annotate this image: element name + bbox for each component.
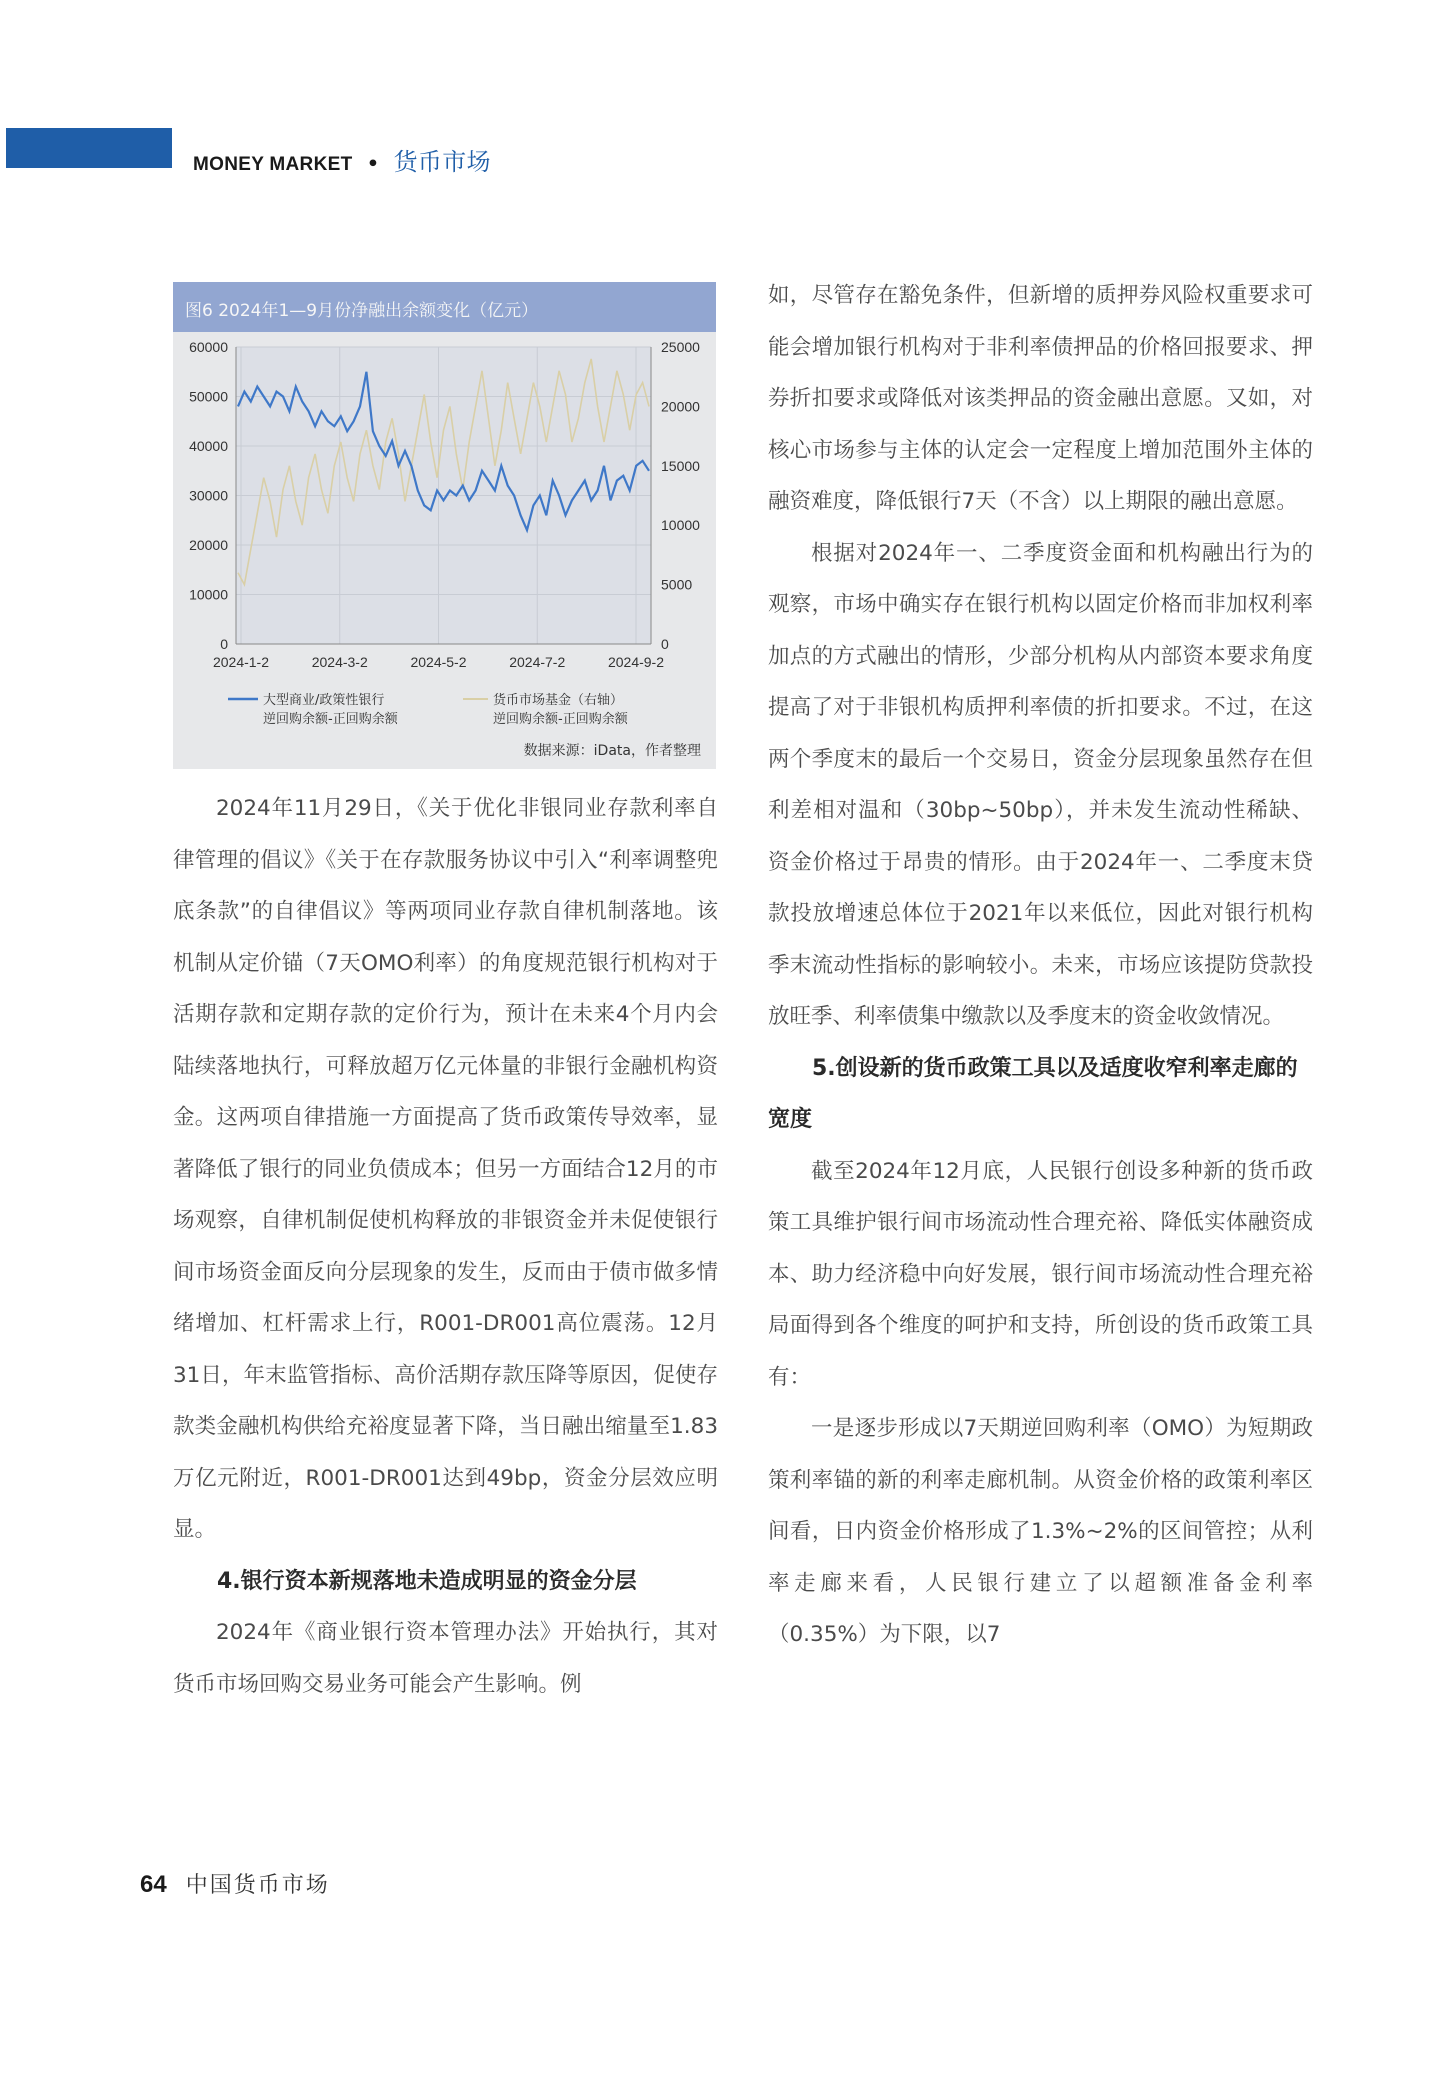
y-left-tick-label: 60000 — [189, 339, 228, 355]
x-tick-label: 2024-7-2 — [509, 654, 566, 670]
journal-name: 中国货币市场 — [185, 1873, 330, 1898]
paragraph: 一是逐步形成以7天期逆回购利率（OMO）为短期政策利率锚的新的利率走廊机制。从资金价格的政策利率区间看，日内资金价格形成了1.3%~2%的区间管控；从利率走廊来看，人民银行建立了以超额准备金利率（0.35%）为下限，以7 — [768, 1416, 1313, 1647]
paragraph: 如，尽管存在豁免条件，但新增的质押券风险权重要求可能会增加银行机构对于非利率债押品的价格回报要求、押券折扣要求或降低对该类押品的资金融出意愿。又如，对核心市场参与主体的认定会一定程度上增加范围外主体的融资难度，降低银行7天（不含）以上期限的融出意愿。 — [768, 283, 1313, 514]
y-left-tick-label: 0 — [220, 636, 228, 652]
page-number: 64 — [140, 1871, 167, 1898]
x-tick-label: 2024-3-2 — [311, 654, 368, 670]
y-right-tick-label: 25000 — [661, 339, 700, 355]
y-left-tick-label: 50000 — [189, 388, 228, 405]
y-left-tick-label: 20000 — [189, 537, 228, 553]
paragraph: 2024年《商业银行资本管理办法》开始执行，其对货币市场回购交易业务可能会产生影响。例 — [173, 1620, 718, 1697]
paragraph: 截至2024年12月底，人民银行创设多种新的货币政策工具维护银行间市场流动性合理充裕、降低实体融资成本、助力经济稳中向好发展，银行间市场流动性合理充裕局面得到各个维度的呵护和支持，所创设的货币政策工具有： — [768, 1158, 1313, 1390]
x-tick-label: 2024-9-2 — [607, 654, 665, 670]
figure-6 — [173, 282, 716, 769]
y-right-tick-label: 10000 — [661, 517, 700, 534]
y-left-tick-label: 10000 — [189, 586, 228, 603]
section-name-zh: 货币市场 — [393, 148, 491, 176]
y-left-tick-label: 40000 — [189, 438, 228, 454]
net-lending-chart — [173, 332, 716, 769]
y-right-tick-label: 5000 — [661, 576, 693, 593]
legend-label: 逆回购余额-正回购余额 — [493, 712, 628, 727]
legend-label: 逆回购余额-正回购余额 — [263, 712, 398, 727]
figure-source: 数据来源：iData，作者整理 — [523, 743, 701, 759]
y-right-tick-label: 15000 — [661, 457, 700, 474]
figure-title-bar — [173, 282, 716, 332]
x-tick-label: 2024-5-2 — [410, 654, 467, 670]
header-color-bar — [6, 128, 172, 168]
left-column — [173, 270, 718, 1710]
y-right-tick-label: 0 — [661, 636, 669, 652]
page-footer — [140, 1868, 330, 1899]
right-column — [768, 270, 1313, 1661]
legend-label: 货币市场基金（右轴） — [493, 693, 624, 708]
section-name-en: MONEY MARKET — [193, 154, 353, 175]
section-heading-4: 4.银行资本新规落地未造成明显的资金分层 — [217, 1568, 637, 1594]
paragraph: 2024年11月29日，《关于优化非银同业存款利率自律管理的倡议》《关于在存款服务协议中引入“利率调整兜底条款”的自律倡议》等两项同业存款自律机制落地。该机制从定价锚（7天OMO利率）的角度规范银行机构对于活期存款和定期存款的定价行为，预计在未来4个月内会陆续落地执行，可释放超万亿元体量的非银行金融机构资金。这两项自律措施一方面提高了货币政策传导效率，显著降低了银行的同业负债成本；但另一方面结合12月的市场观察，自律机制促使机构释放的非银资金并未促使银行间市场资金面反向分层现象的发生，反而由于债市做多情绪增加、杠杆需求上行，R001-DR001高位震荡。12月31日，年末监管指标、高价活期存款压降等原因，促使存款类金融机构供给充裕度显著下降，当日融出缩量至1.83万亿元附近，R001-DR001达到49bp，资金分层效应明显。 — [173, 796, 718, 1542]
y-left-tick-label: 30000 — [189, 487, 228, 504]
y-right-tick-label: 20000 — [661, 398, 700, 415]
section-heading-5: 5.创设新的货币政策工具以及适度收窄利率走廊的宽度 — [768, 1055, 1298, 1132]
figure-title: 图6 2024年1—9月份净融出余额变化（亿元） — [185, 301, 539, 321]
section-separator: • — [366, 153, 380, 175]
legend-label: 大型商业/政策性银行 — [263, 693, 385, 708]
paragraph: 根据对2024年一、二季度资金面和机构融出行为的观察，市场中确实存在银行机构以固定价格而非加权利率加点的方式融出的情形，少部分机构从内部资本要求角度提高了对于非银机构质押利率债的折扣要求。不过，在这两个季度末的最后一个交易日，资金分层现象虽然存在但利差相对温和（30bp~50bp），并未发生流动性稀缺、资金价格过于昂贵的情形。由于2024年一、二季度末贷款投放增速总体位于2021年以来低位，因此对银行机构季末流动性指标的影响较小。未来，市场应该提防贷款投放旺季、利率债集中缴款以及季度末的资金收敛情况。 — [768, 540, 1313, 1029]
x-tick-label: 2024-1-2 — [212, 654, 270, 670]
section-header — [193, 142, 491, 177]
